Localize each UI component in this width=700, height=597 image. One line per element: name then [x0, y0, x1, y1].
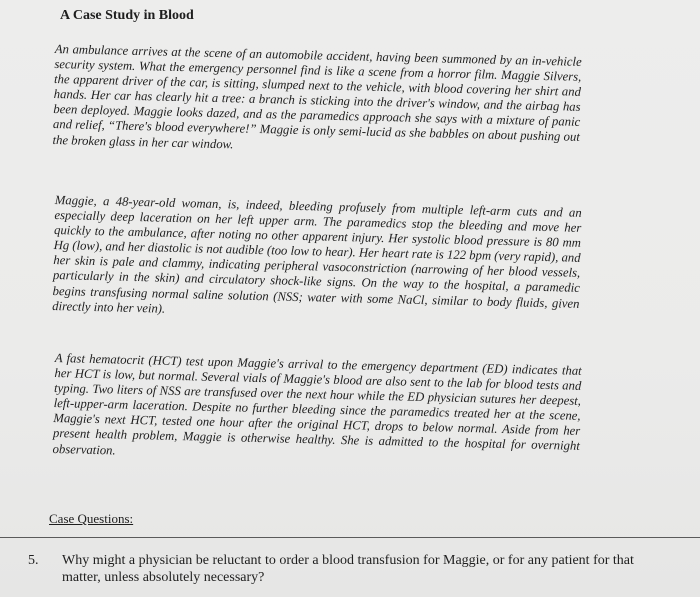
- document-title: A Case Study in Blood: [60, 8, 194, 23]
- question-item: [28, 552, 668, 586]
- case-paragraph-1: An ambulance arrives at the scene of an automobile accident, having been summoned by an in-vehicle security system. What the emergency personnel find is like a scene from a horror film. Maggie Silvers, the apparent driver of the car, is sitting, slumped next to the vehicle, with blood covering her shirt and hands. Her car has clearly hit a tree: a branch is sticking into the driver's window, and the airbag has been deployed. Maggie looks dazed, and as the paramedics approach she says with a mixture of panic and relief, “There's blood everywhere!” Maggie is only semi-lucid as she babbles on about pushing out the broken glass in her car window.: [52, 42, 582, 151]
- question-number: 5.: [28, 553, 39, 568]
- case-paragraph-2: Maggie, a 48-year-old woman, is, indeed, bleeding profusely from multiple left-arm cuts and an especially deep laceration on her left upper arm. The paramedics stop the bleeding and move her quickly to the ambulance, after noting no other apparent injury. Her systolic blood pressure is 80 mm Hg (low), and her diastolic is not audible (too low to hear). Her heart rate is 122 bpm (very rapid), and her skin is pale and clammy, indicating peripheral vasoconstriction (narrowing of her blood vessels, particularly in the skin) and circulatory shock-like signs. On the way to the hospital, a paramedic begins transfusing normal saline solution (NSS; water with some NaCl, similar to body fluids, given directly into her vein).: [52, 193, 582, 316]
- case-questions-heading: Case Questions:: [49, 511, 134, 526]
- section-divider: [0, 537, 700, 538]
- case-paragraph-3: A fast hematocrit (HCT) test upon Maggie's arrival to the emergency department (ED) indicates that her HCT is low, but normal. Several vials of Maggie's blood are also sent to the lab for blood tests and typing. Two liters of NSS are transfused over the next hour while the ED physician sutures her deepest, left-upper-arm laceration. Despite no further bleeding since the paramedics treated her at the scene, Maggie's next HCT, tested one hour after the original HCT, drops to below normal. Aside from her present health problem, Maggie is otherwise healthy. She is admitted to the hospital for overnight observation.: [52, 351, 582, 458]
- question-text: Why might a physician be reluctant to order a blood transfusion for Maggie, or for any patient for that matter, unless absolutely necessary?: [62, 553, 634, 585]
